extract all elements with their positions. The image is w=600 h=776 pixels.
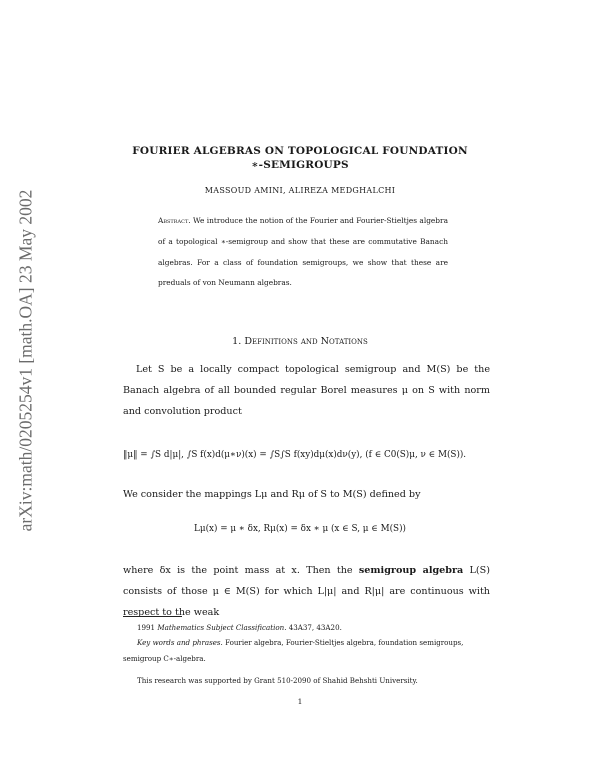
section-number: 1. [232,336,242,347]
footnote-msc-codes: 43A37, 43A20. [288,623,342,632]
equation-mappings: Lμ(x) = μ ∗ δx, Rμ(x) = δx ∗ μ (x ∈ S, μ ∈ M(S)) [194,524,406,534]
footnote-year: 1991 [137,623,156,632]
abstract-text: We introduce the notion of the Fourier and Fourier-Stieltjes algebra of a topological ∗-semigroup and show that these are commutative Banach algebras. For a class of foundation semigroups, we show that these are preduals of von Neumann algebras. [158,216,448,288]
footnote-keywords-label: Key words and phrases. [137,638,223,648]
abstract [158,211,448,294]
footnote-msc-label: Mathematics Subject Classification. [157,623,287,632]
abstract-label: Abstract. [158,216,191,225]
footnote-keywords [123,635,490,666]
paragraph-2-text: We consider the mappings Lμ and Rμ of S to M(S) defined by [123,489,421,500]
paragraph-1 [123,359,490,423]
paper-title [0,144,600,172]
arxiv-identifier [6,150,46,570]
paragraph-1-text: Let S be a locally compact topological semigroup and M(S) be the Banach algebra of all bounded regular Borel measures μ on S with norm and convolution product [123,364,490,418]
arxiv-identifier-text: arXiv:math/0205254v1 [math.OA] 23 May 2002 [15,189,36,531]
equation-norm-convolution: ‖μ‖ = ∫S d|μ|, ∫S f(x)d(μ∗ν)(x) = ∫S∫S f(xy)dμ(x)dν(y), (f ∈ C0(S)μ, ν ∈ M(S)). [123,450,467,460]
title-line-1: FOURIER ALGEBRAS ON TOPOLOGICAL FOUNDATION [132,145,468,157]
authors: MASSOUD AMINI, ALIREZA MEDGHALCHI [204,186,396,195]
paragraph-3 [123,560,490,624]
paragraph-3-text [123,560,490,624]
footnote-keywords-text: Fourier algebra, Fourier-Stieltjes algebra, foundation semigroups, semigroup C∗-algebra. [123,638,464,663]
page-number: 1 [297,697,303,706]
footnote-rule [123,616,182,617]
section-title: Definitions and Notations [244,336,368,347]
semigroup-algebra-term: semigroup algebra [358,565,464,576]
paragraph-2 [123,484,490,505]
footnote-grant: This research was supported by Grant 510-2090 of Shahid Behshti University. [137,676,418,686]
title-line-2: ∗-SEMIGROUPS [251,159,349,171]
section-heading [0,336,600,347]
footnotes [123,620,490,689]
footnote-msc [123,620,490,635]
paragraph-3-post: L(S) consists of those μ ∈ M(S) for which L|μ| and R|μ| are continuous with respect to the weak [123,565,490,619]
paragraph-3-pre: where δx is the point mass at x. Then the [123,565,353,576]
